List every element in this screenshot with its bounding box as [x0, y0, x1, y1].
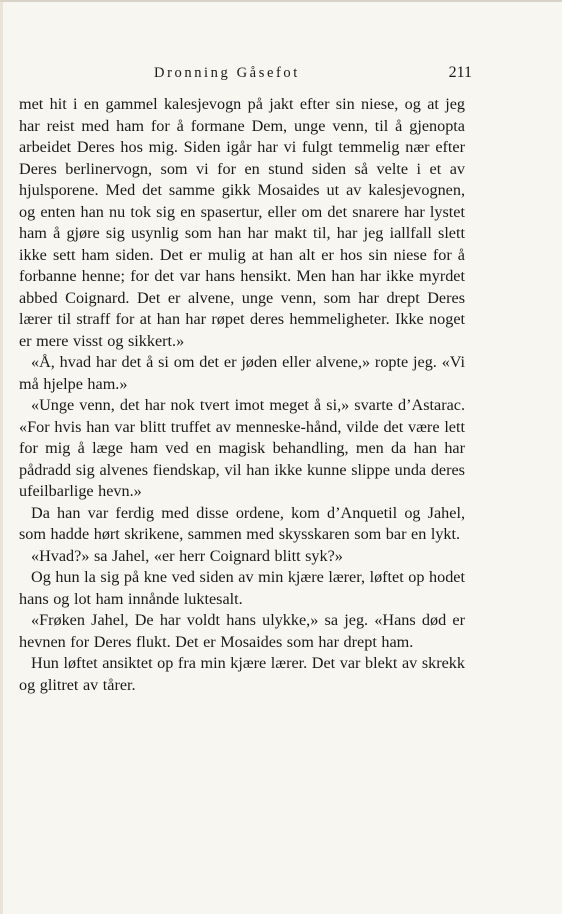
running-title: Dronning Gåsefot: [154, 65, 300, 81]
body-text: [19, 94, 465, 696]
page-top-edge: [0, 0, 562, 2]
paragraph: «Frøken Jahel, De har voldt hans ulykke,» sa jeg. «Hans død er hevnen for Deres flukt. Det er Mosaides som har drept ham.: [19, 611, 465, 651]
paragraph: Da han var ferdig med disse ordene, kom d’Anquetil og Jahel, som hadde hørt skrikene, sammen med skysskaren som bar en lykt.: [19, 503, 465, 543]
paragraph: «Å, hvad har det å si om det er jøden eller alvene,» ropte jeg. «Vi må hjelpe ham.»: [19, 353, 465, 393]
paragraph: met hit i en gammel kalesjevogn på jakt efter sin niese, og at jeg har reist med ham for å formane Dem, unge venn, til å gjenopta arbeidet Deres hos mig. Siden igår har vi fulgt temmelig nær efter Deres berlinervogn, som vi for en stund siden så velte i et av hjulsporene. Med det samme gikk Mosaides ut av kalesjevognen, og enten han nu tok sig en spasertur, eller om det snarere har lystet ham å gjøre sig usynlig som han har makt til, har jeg iallfall slett ikke sett ham siden. Det er mulig at han alt er hos sin niese for å forbanne henne; for det var hans hensikt. Men han har ikke myrdet abbed Coignard. Det er alvene, unge venn, som har drept Deres lærer til straff for at han har røpet deres hemmeligheter. Ikke noget er mere visst og sikkert.»: [19, 95, 465, 350]
paragraph: Og hun la sig på kne ved siden av min kjære lærer, løftet op hodet hans og lot ham innånde luktesalt.: [19, 568, 465, 608]
page-header: [0, 63, 562, 83]
paragraph: Hun løftet ansiktet op fra min kjære lærer. Det var blekt av skrekk og glitret av tårer.: [19, 654, 465, 694]
paragraph: «Unge venn, det har nok tvert imot meget å si,» svarte d’Astarac. «For hvis han var blitt truffet av menneske‑hånd, vilde det være lett for mig å læge ham ved en magisk behandling, men da han har pådradd sig alvenes fiendskap, vil han ikke kunne slippe unda deres ufeilbarlige hevn.»: [19, 396, 465, 500]
paragraph: «Hvad?» sa Jahel, «er herr Coignard blitt syk?»: [31, 546, 343, 565]
page-number: 211: [448, 64, 472, 81]
